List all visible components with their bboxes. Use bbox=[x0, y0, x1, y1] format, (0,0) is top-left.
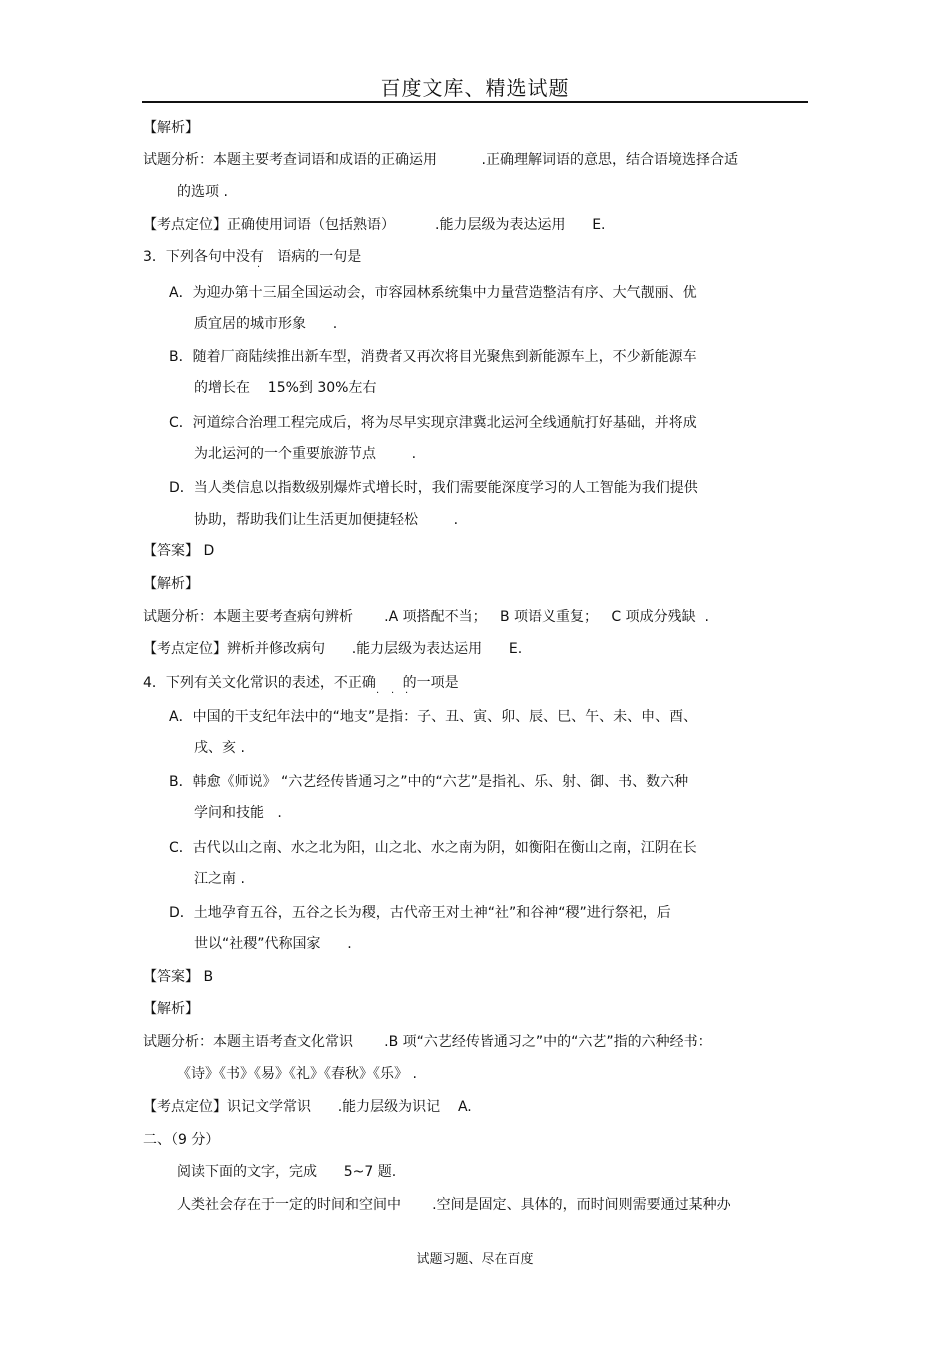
option-d: D．土地孕育五谷，五谷之长为稷，古代帝王对土神“社”和谷神“稷”进行祭祀，后 bbox=[169, 905, 671, 921]
emphasis-dot: · bbox=[391, 688, 395, 699]
option-c: C．古代以山之南、水之北为阳，山之北、水之南为阴，如衡阳在衡山之南，江阴在长 bbox=[169, 840, 697, 856]
option-a: 戌、亥 . bbox=[194, 740, 245, 756]
option-b: B．随着厂商陆续推出新车型，消费者又再次将目光聚焦到新能源车上，不少新能源车 bbox=[169, 349, 697, 365]
analysis-text: 试题分析：本题主要考查病句辨析 .A 项搭配不当； B 项语义重复； C 项成分残缺 . bbox=[143, 609, 709, 625]
question-4-stem: 4．下列有关文化常识的表述，不正确 的一项是 bbox=[143, 675, 459, 691]
analysis-text: 试题分析：本题主语考查文化常识 .B 项“六艺经传皆通习之”中的“六艺”指的六种经书： bbox=[143, 1034, 712, 1050]
option-a: A．中国的干支纪年法中的“地支”是指：子、丑、寅、卯、辰、巳、午、未、申、酉、 bbox=[169, 709, 698, 725]
option-c: 为北运河的一个重要旅游节点 . bbox=[194, 446, 417, 462]
key-point: 【考点定位】识记文学常识 .能力层级为识记 A. bbox=[143, 1099, 472, 1115]
reading-instruction: 阅读下面的文字，完成 5~7 题. bbox=[177, 1164, 397, 1180]
analysis-text: 试题分析：本题主要考查词语和成语的正确运用 .正确理解词语的意思，结合语境选择合适 bbox=[143, 152, 738, 168]
key-point: 【考点定位】正确使用词语（包括熟语） .能力层级为表达运用 E. bbox=[143, 217, 606, 233]
question-3-stem: 3．下列各句中没有 语病的一句是 bbox=[143, 249, 362, 265]
option-d: 协助，帮助我们让生活更加便捷轻松 . bbox=[194, 512, 459, 528]
option-d: D．当人类信息以指数级别爆炸式增长时，我们需要能深度学习的人工智能为我们提供 bbox=[169, 480, 698, 496]
answer: 【答案】 B bbox=[143, 969, 214, 985]
emphasis-dot: · bbox=[376, 688, 380, 699]
analysis-heading: 【解析】 bbox=[143, 120, 199, 136]
option-a: 质宜居的城市形象 . bbox=[194, 316, 338, 332]
header-divider bbox=[142, 101, 808, 103]
page-footer: 试题习题、尽在百度 bbox=[416, 1252, 534, 1267]
section-heading: 二、（9 分） bbox=[143, 1132, 220, 1148]
option-c: C．河道综合治理工程完成后，将为尽早实现京津冀北运河全线通航打好基础，并将成 bbox=[169, 415, 697, 431]
analysis-heading: 【解析】 bbox=[143, 576, 199, 592]
option-b: 的增长在 15%到 30%左右 bbox=[194, 380, 377, 396]
option-c: 江之南 . bbox=[194, 871, 245, 887]
analysis-heading: 【解析】 bbox=[143, 1001, 199, 1017]
option-b: B．韩愈《师说》 “六艺经传皆通习之”中的“六艺”是指礼、乐、射、御、书、数六种 bbox=[169, 774, 689, 790]
answer: 【答案】 D bbox=[143, 543, 215, 559]
reading-passage: 人类社会存在于一定的时间和空间中 .空间是固定、具体的，而时间则需要通过某种办 bbox=[177, 1197, 731, 1213]
analysis-text: 的选项 . bbox=[177, 184, 228, 200]
emphasis-dot: · bbox=[405, 688, 409, 699]
option-b: 学问和技能 . bbox=[194, 805, 282, 821]
option-a: A．为迎办第十三届全国运动会，市容园林系统集中力量营造整洁有序、大气靓丽、优 bbox=[169, 285, 697, 301]
analysis-text: 《诗》《书》《易》《礼》《春秋》《乐》 . bbox=[177, 1066, 417, 1082]
emphasis-dot: · bbox=[257, 262, 261, 273]
key-point: 【考点定位】辨析并修改病句 .能力层级为表达运用 E. bbox=[143, 641, 523, 657]
page-header-title: 百度文库、精选试题 bbox=[380, 76, 570, 100]
option-d: 世以“社稷”代称国家 . bbox=[194, 936, 352, 952]
